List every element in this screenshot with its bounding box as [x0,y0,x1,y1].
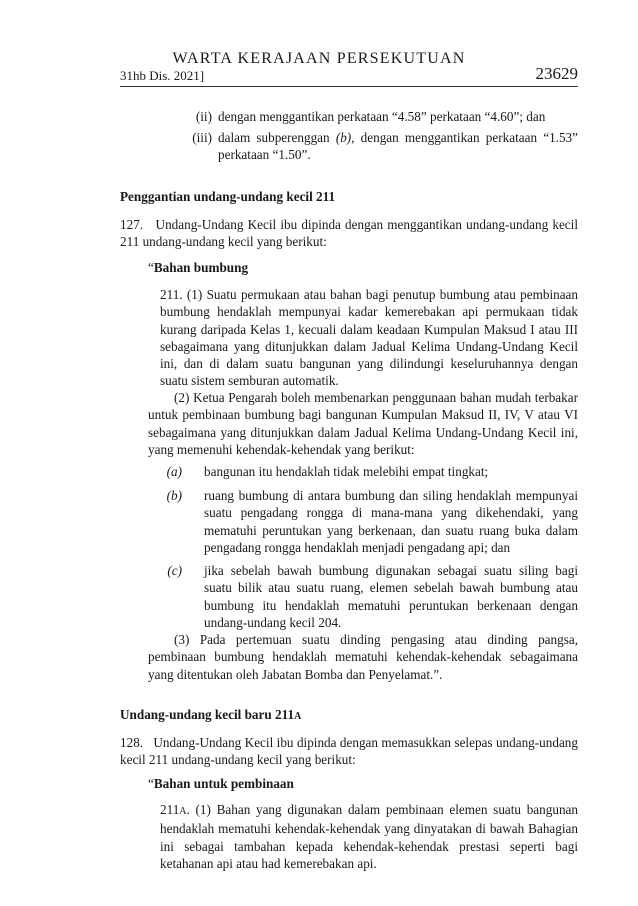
sub-heading: “Bahan untuk pembinaan [148,776,294,791]
list-marker: (c) [167,563,182,578]
list-item-a [148,463,578,481]
list-marker: (iii) [192,130,212,145]
subsection-211a-1: 211A. (1) Bahan yang digunakan dalam pembinaan elemen suatu bangunan hendaklah mematuhi kehendak-kehendak yang dinyatakan di bawah Bahagian ini sebagai tambahan kepada kehendak-kehendak prestasi seperti bagi ketahanan api atau had kemerebakan api. [160,802,578,871]
list-marker: (a) [166,464,182,479]
gazette-date: 31hb Dis. 2021] [120,68,205,83]
list-item-iii [178,129,578,165]
subsection-3: (3) Pada pertemuan suatu dinding pengasing atau dinding pangsa, pembinaan bumbung hendaklah mematuhi kehendak-kehendak sebagaimana yang ditentukan oleh Jabatan Bomba dan Penyelamat.”. [148,632,578,682]
amendment-paragraph-127: 127. Undang-Undang Kecil ibu dipinda dengan menggantikan undang-undang kecil 211 undang-undang kecil yang berikut: [120,217,578,250]
list-item-text: dalam subperenggan (b), dengan menggantikan perkataan “1.53” perkataan “1.50”. [218,130,579,163]
amendment-paragraph-128: 128. Undang-Undang Kecil ibu dipinda dengan memasukkan selepas undang-undang kecil 211 undang-undang kecil yang berikut: [120,735,578,768]
gazette-title: WARTA KERAJAAN PERSEKUTUAN [172,50,466,67]
subsection-2: (2) Ketua Pengarah boleh membenarkan penggunaan bahan mudah terbakar untuk pembinaan bumbung bagi bangunan Kumpulan Maksud II, IV, V atau VI sebagaimana yang ditunjukkan dalam Jadual Kelima Undang-Undang Kecil ini, yang memenuhi kehendak-kehendak yang berikut: [148,390,578,457]
list-item-b [148,487,578,567]
list-item-c [148,562,578,634]
section-heading: Undang-undang kecil baru 211A [120,707,302,722]
sub-heading: “Bahan bumbung [148,260,249,275]
list-marker: (ii) [195,109,212,124]
section-heading: Penggantian undang-undang kecil 211 [120,189,336,204]
list-marker: (b) [166,488,182,503]
list-item-ii [178,108,578,126]
list-item-text: jika sebelah bawah bumbung digunakan sebagai suatu siling bagi suatu bilik atau suatu ruang, elemen sebelah bawah bumbung atau bumbung itu hendaklah mematuhi peruntukan berkenaan dengan undang-undang kecil 204. [204,563,578,630]
list-item-text: ruang bumbung di antara bumbung dan siling hendaklah mempunyai suatu pengadang rongga di mana-mana yang dikehendaki, yang mematuhi peruntukan yang berkenaan, dan suatu ruang buka dalam pengadang rongga hendaklah menjadi pengadang api; dan [204,488,578,555]
page-number: 23629 [535,64,578,83]
list-item-text: bangunan itu hendaklah tidak melebihi empat tingkat; [204,464,489,479]
header-rule [120,86,578,87]
list-item-text: dengan menggantikan perkataan “4.58” perkataan “4.60”; dan [218,109,546,124]
subsection-1: 211. (1) Suatu permukaan atau bahan bagi penutup bumbung atau pembinaan bumbung hendaklah mempunyai kadar kemerebakan api permukaan tidak kurang daripada Kelas 1, kecuali dalam keadaan Kumpulan Maksud I atau III sebagaimana yang ditunjukkan dalam Jadual Kelima Undang-Undang Kecil ini, dan di dalam suatu bangunan yang dilindungi keseluruhannya dengan suatu sistem semburan automatik. [160,287,578,389]
